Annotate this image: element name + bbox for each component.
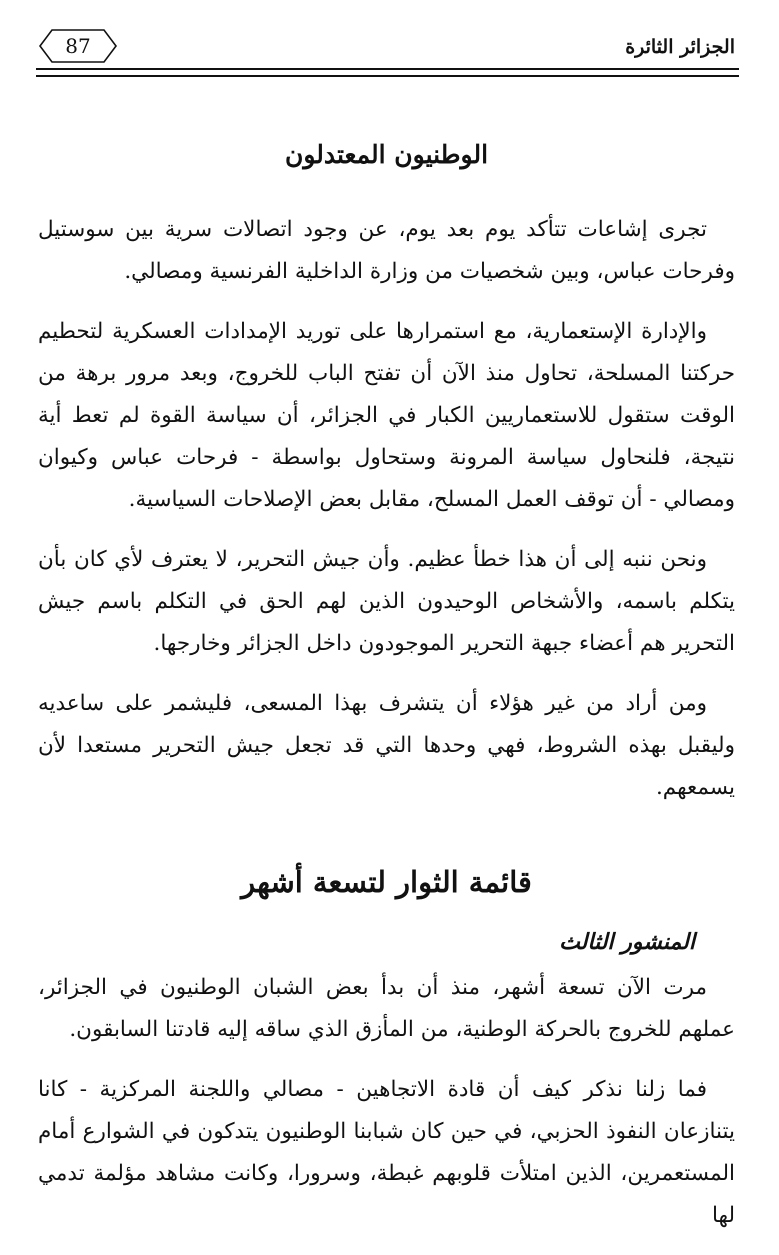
header-rule-thin — [36, 68, 739, 70]
page-number-badge — [38, 28, 118, 64]
section-heading: الوطنيون المعتدلون — [284, 140, 489, 169]
subsection-heading: المنشور الثالث — [559, 929, 695, 955]
paragraph: مرت الآن تسعة أشهر، منذ أن بدأ بعض الشبان الوطنيون في الجزائر، عملهم للخروج بالحركة الوطنية، من المأزق الذي ساقه إليه قادتنا السابقون. — [38, 975, 735, 1042]
chapter-heading: قائمة الثوار لتسعة أشهر — [241, 865, 532, 899]
running-title: الجزائر الثائرة — [625, 36, 735, 58]
paragraph: فما زلنا نذكر كيف أن قادة الاتجاهين - مصالي واللجنة المركزية - كانا يتنازعان النفوذ الحزبي، في حين كان شبابنا الوطنيون يتدكون في الشوارع أمام المستعمرين، الذين امتلأت قلوبهم غبطة، وسرورا، وكانت مشاهد مؤلمة تدمي لها — [38, 1077, 735, 1228]
paragraph: والإدارة الإستعمارية، مع استمرارها على توريد الإمدادات العسكرية لتحطيم حركتنا المسلحة، تحاول منذ الآن أن تفتح الباب للخروج، وبعد مرور برهة من الوقت ستقول للاستعماريين الكبار في الجزائر، أن سياسة القوة لم تعط أية نتيجة، فلنحاول سياسة المرونة وستحاول بواسطة - فرحات عباس وكيوان ومصالي - أن توقف العمل المسلح، مقابل بعض الإصلاحات السياسية. — [38, 319, 735, 512]
page-number: 87 — [65, 34, 91, 58]
paragraph: تجرى إشاعات تتأكد يوم بعد يوم، عن وجود اتصالات سرية بين سوستيل وفرحات عباس، وبين شخصيات من وزارة الداخلية الفرنسية ومصالي. — [38, 217, 735, 284]
paragraph: ومن أراد من غير هؤلاء أن يتشرف بهذا المسعى، فليشمر على ساعديه وليقبل بهذه الشروط، فهي وحدها التي قد تجعل جيش التحرير مستعدا لأن يسمعهم. — [38, 691, 735, 800]
page-body — [38, 140, 735, 1255]
header-rule-thick — [36, 75, 739, 77]
paragraph: ونحن ننبه إلى أن هذا خطأ عظيم. وأن جيش التحرير، لا يعترف لأي كان بأن يتكلم باسمه، والأشخاص الوحيدون الذين لهم الحق في التكلم باسم جيش التحرير هم أعضاء جبهة التحرير الموجودون داخل الجزائر وخارجها. — [38, 547, 735, 656]
